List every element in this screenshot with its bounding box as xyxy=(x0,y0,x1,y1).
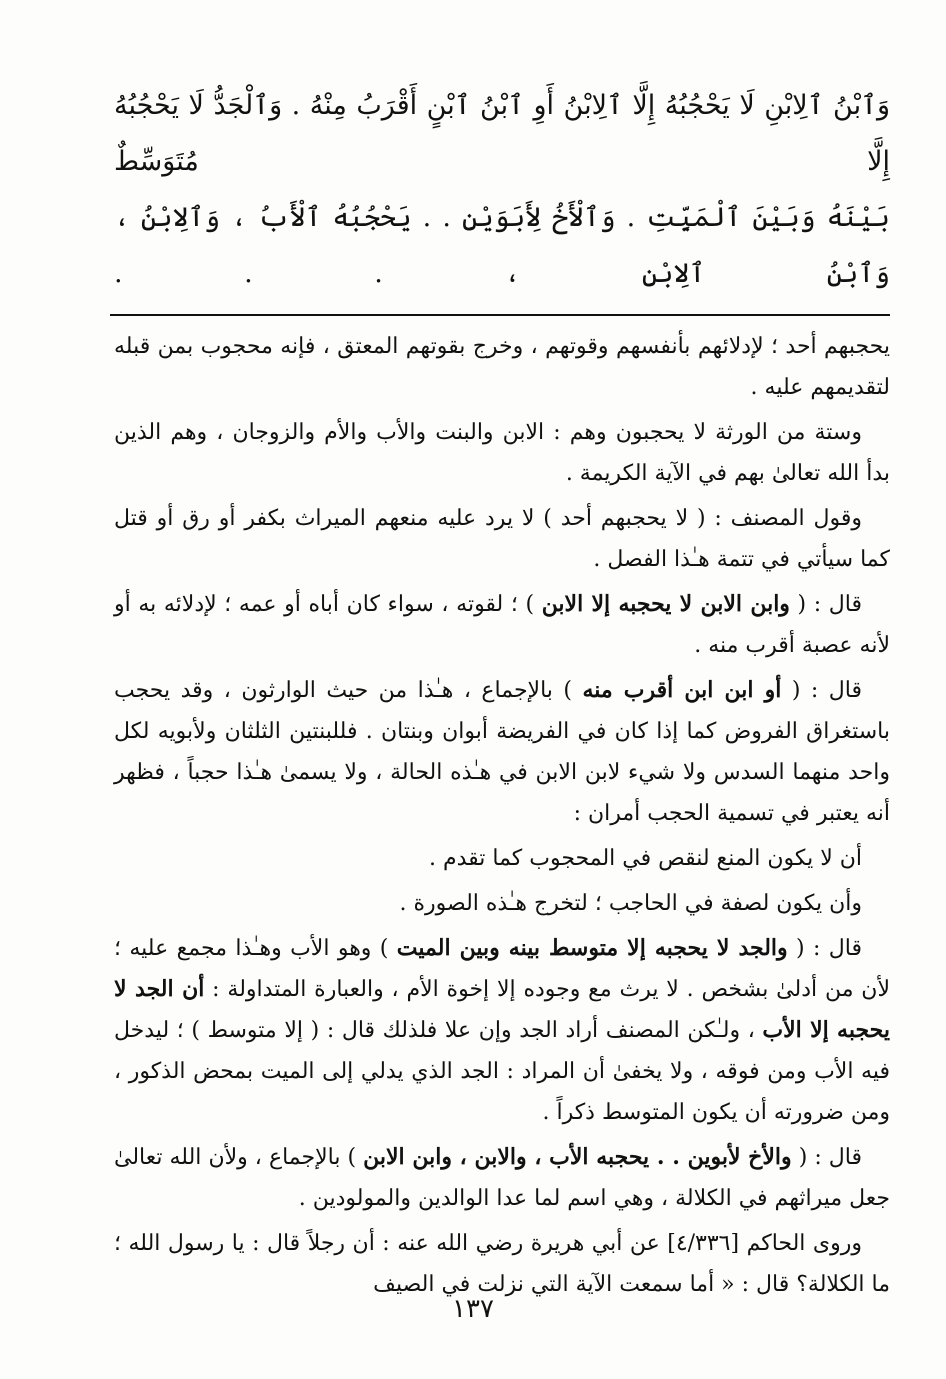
quoted-text: والأخ لأبوين . . يحجبه الأب ، والابن ، وابن الابن xyxy=(363,1144,792,1170)
main-text-line-1: وَٱبْنُ ٱلِابْنِ لَا يَحْجُبُهُ إِلَّا ٱلِابْنُ أَوِ ٱبْنُ ٱبْنٍ أَقْرَبُ مِنْهُ . وَٱلْجَدُّ لَا يَحْجُبُهُ إِلَّا مُتَوَسِّطٌ xyxy=(114,90,890,177)
commentary-paragraph-5 xyxy=(114,670,890,834)
commentary xyxy=(114,326,890,1305)
commentary-paragraph-7: وأن يكون لصفة في الحاجب ؛ لتخرج هـٰذه الصورة . xyxy=(399,891,862,916)
explanation-continued: ، ولـٰكن المصنف أراد الجد وإن علا فلذلك قال : ( إلا متوسط ) ؛ ليدخل فيه الأب ومن فوقه ، ولا يخفىٰ أن المراد : الجد الذي يدلي إلى الميت بمحض الذكور ، ومن ضرورته أن يكون المتوسط ذكراً . xyxy=(114,1018,890,1125)
commentary-paragraph-8 xyxy=(114,928,890,1133)
quoted-text: وابن الابن لا يحجبه إلا الابن xyxy=(541,591,790,617)
explanation: ) بالإجماع ، ولأن الله تعالىٰ جعل ميراثهم في الكلالة ، وهي اسم لما عدا الوالدين والمولودين . xyxy=(114,1145,890,1211)
commentary-paragraph-6: أن لا يكون المنع لنقص في المحجوب كما تقدم . xyxy=(428,846,862,871)
quote-open: قال : ( xyxy=(789,592,862,617)
separator-rule xyxy=(110,314,890,316)
quoted-text: أو ابن ابن أقرب منه xyxy=(582,677,782,703)
quote-open: قال : ( xyxy=(791,1145,862,1170)
quoted-phrase: أن الجد لا يحجبه إلا الأب xyxy=(114,976,890,1043)
quote-open: قال : ( xyxy=(787,936,862,961)
commentary-paragraph-9 xyxy=(114,1137,890,1219)
page-number: ١٣٧ xyxy=(452,1294,494,1324)
commentary-paragraph-10: وروى الحاكم [٤/٣٣٦] عن أبي هريرة رضي الله عنه : أن رجلاً قال : يا رسول الله ؛ ما الكلالة؟ قال : « أما سمعت الآية التي نزلت في الصيف xyxy=(114,1231,890,1297)
explanation: ) بالإجماع ، هـٰذا من حيث الوارثون ، وقد يحجب باستغراق الفروض كما إذا كان في الفريضة أبوان وبنتان . فللبنتين الثلثان ولأبويه لكل واحد منهما السدس ولا شيء لابن الابن في هـٰذه الحالة ، ولا يسمىٰ هـٰذا حجباً ، فظهر أنه يعتبر في تسمية الحجب أمران : xyxy=(114,678,891,826)
explanation: ) وهو الأب وهـٰذا مجمع عليه ؛ لأن من أدلىٰ بشخص . لا يرث مع وجوده إلا إخوة الأم ، والعبارة المتداولة : xyxy=(114,936,891,1002)
commentary-paragraph-4 xyxy=(114,584,890,666)
commentary-paragraph-2: وستة من الورثة لا يحجبون وهم : الابن والبنت والأب والأم والزوجان ، وهم الذين بدأ الله تعالىٰ بهم في الآية الكريمة . xyxy=(114,420,890,486)
quote-open: قال : ( xyxy=(781,678,862,703)
main-text-line-2: بَيْنَهُ وَبَيْنَ ٱلْمَيِّتِ . وَٱلْأَخُ لِأَبَوَيْنِ . . يَحْجُبُهُ ٱلْأَبُ ، وَٱلِابْنُ ، وَٱبْنُ ٱلِابْنِ ، . . . xyxy=(114,202,890,289)
main-text xyxy=(114,78,890,302)
commentary-paragraph-3: وقول المصنف : ( لا يحجبهم أحد ) لا يرد عليه منعهم الميراث بكفر أو رق أو قتل كما سيأتي في تتمة هـٰذا الفصل . xyxy=(114,506,890,572)
quoted-text: والجد لا يحجبه إلا متوسط بينه وبين الميت xyxy=(396,935,788,961)
commentary-paragraph-1: يحجبهم أحد ؛ لإدلائهم بأنفسهم وقوتهم ، وخرج بقوتهم المعتق ، فإنه محجوب بمن قبله لتقديمهم عليه . xyxy=(114,334,890,400)
explanation: ) ؛ لقوته ، سواء كان أباه أو عمه ؛ لإدلائه به أو لأنه عصبة أقرب منه . xyxy=(114,592,890,658)
